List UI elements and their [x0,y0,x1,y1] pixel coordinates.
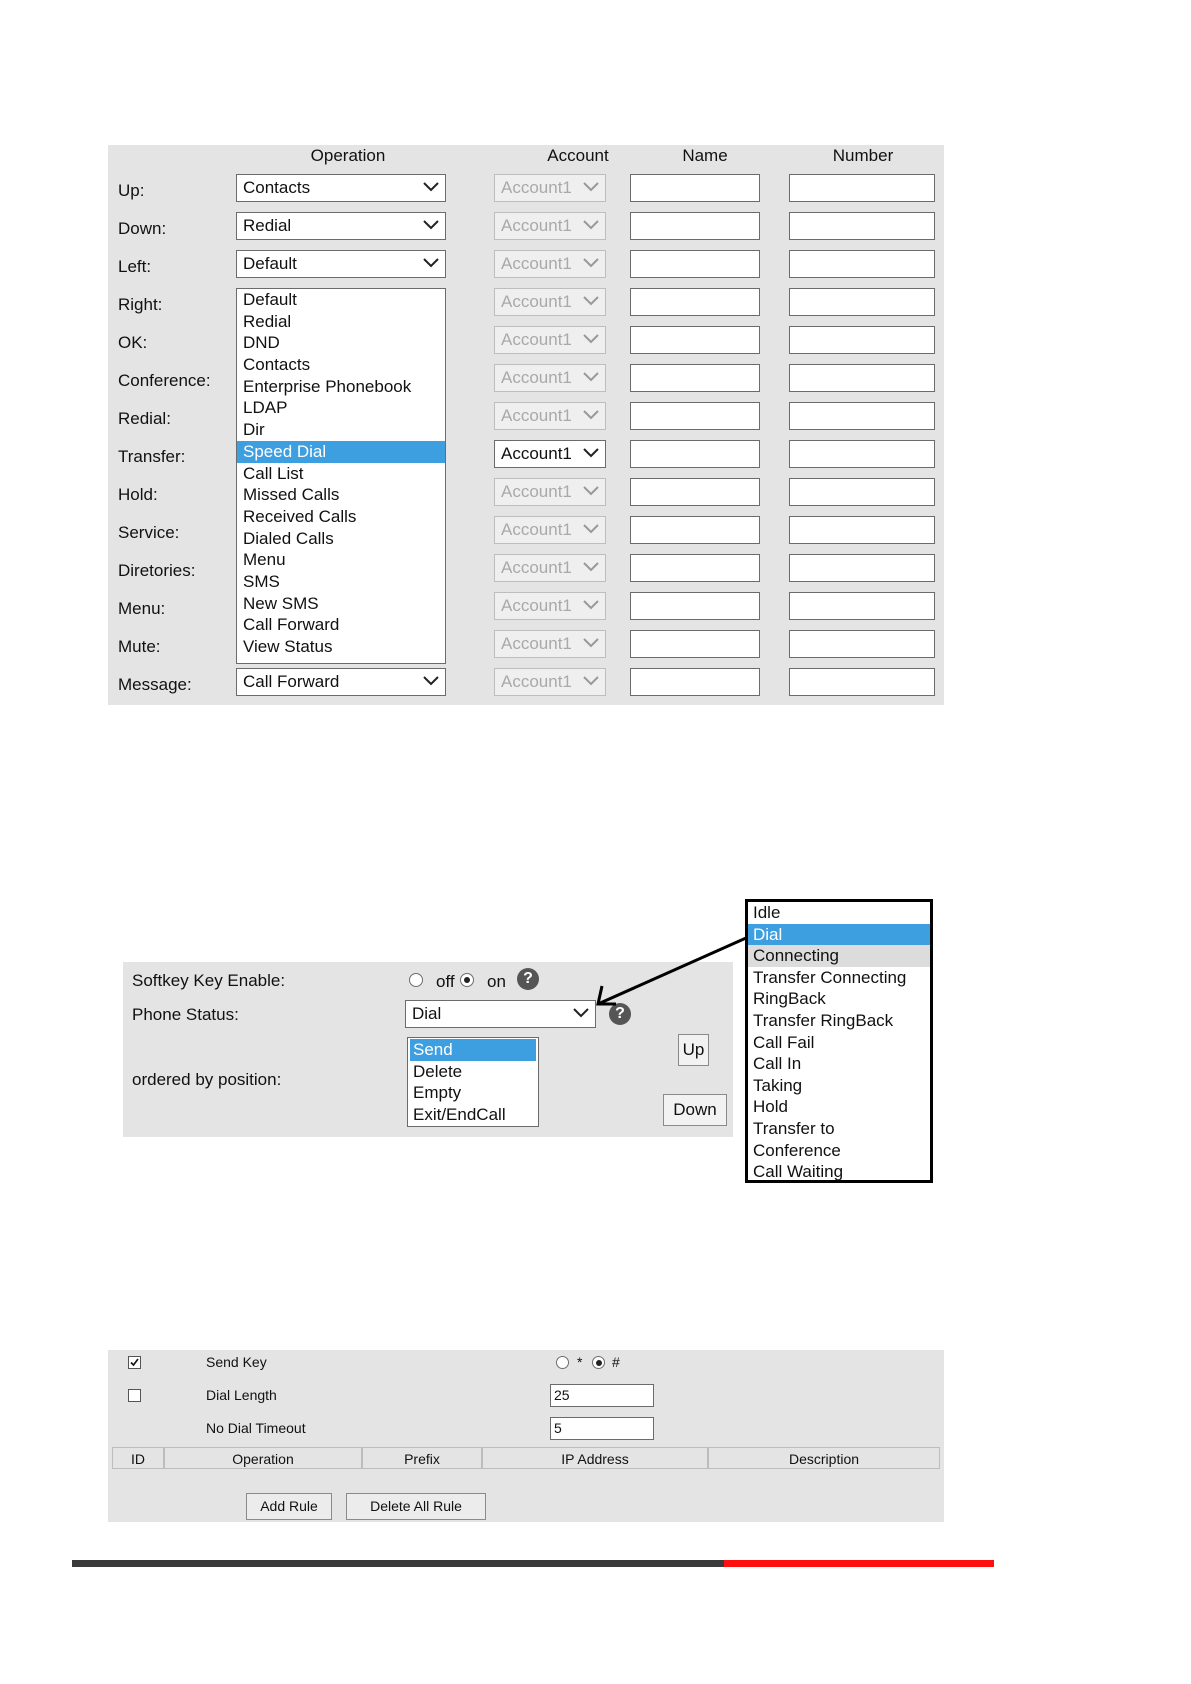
name-input[interactable] [630,402,760,430]
delete-all-rule-button[interactable]: Delete All Rule [346,1493,486,1520]
operation-option[interactable]: Enterprise Phonebook [243,376,412,396]
operation-option[interactable]: DND [243,333,280,353]
footer-bar-dark [72,1560,724,1567]
phone-status-label: Phone Status: [132,1005,239,1024]
chevron-down-icon [423,674,439,688]
operation-select-down[interactable] [236,212,446,240]
number-input[interactable] [789,478,935,506]
chevron-down-icon [573,1006,589,1020]
chevron-down-icon [583,408,599,422]
chevron-down-icon [583,294,599,308]
softkey-on-radio[interactable] [460,973,474,987]
operation-select-value: Redial [243,216,292,235]
number-input[interactable] [789,212,935,240]
name-input[interactable] [630,288,760,316]
account-select-up [494,174,606,202]
check-icon [129,1357,140,1368]
account-select-menu [494,592,606,620]
account-value: Account1 [501,444,572,463]
number-input[interactable] [789,440,935,468]
operation-option[interactable]: Dialed Calls [243,528,334,548]
account-value: Account1 [501,672,572,691]
send-key-label: Send Key [206,1354,267,1370]
account-header: Account [547,146,609,165]
row-label-conference: Conference: [118,371,211,390]
name-input[interactable] [630,326,760,354]
number-input[interactable] [789,630,935,658]
phone-status-select[interactable] [405,1000,596,1028]
name-input[interactable] [630,212,760,240]
dial-length-label: Dial Length [206,1387,277,1403]
status-option[interactable]: Taking [753,1075,803,1095]
name-input[interactable] [630,668,760,696]
softkey-enable-label: Softkey Key Enable: [132,971,286,990]
row-label-transfer: Transfer: [118,447,186,466]
up-button[interactable]: Up [678,1034,709,1066]
send-key-hash-radio[interactable] [592,1356,605,1369]
account-select-message [494,668,606,696]
status-option[interactable]: Transfer to [753,1118,835,1138]
operation-select-value: Contacts [243,178,311,197]
number-input[interactable] [789,326,935,354]
operation-option[interactable]: LDAP [243,398,288,418]
account-select-redial [494,402,606,430]
row-label-redial: Redial: [118,409,171,428]
row-label-message: Message: [118,675,192,694]
hash-label: # [612,1354,620,1370]
account-select-diretories [494,554,606,582]
star-label: * [577,1354,583,1370]
chevron-down-icon [583,560,599,574]
chevron-down-icon [423,180,439,194]
help-icon[interactable]: ? [517,968,539,990]
ordered-position-label: ordered by position: [132,1070,282,1089]
chevron-down-icon [583,674,599,688]
operation-option[interactable]: Default [243,290,297,309]
chevron-down-icon [583,218,599,232]
column-header-operation: Operation [164,1447,362,1469]
row-label-ok: OK: [118,333,148,352]
status-option[interactable]: Idle [753,903,781,922]
softkey-order-list[interactable] [407,1037,539,1127]
row-label-mute: Mute: [118,637,161,656]
operation-option[interactable]: Call Forward [243,615,340,635]
softkey-option[interactable]: Exit/EndCall [413,1104,506,1124]
operation-select-left[interactable] [236,250,446,278]
column-header-ip-address: IP Address [482,1447,708,1469]
no-dial-timeout-input[interactable]: 5 [550,1417,654,1440]
chevron-down-icon [583,256,599,270]
operation-option[interactable]: View Status [243,637,333,656]
name-input[interactable] [630,516,760,544]
phone-status-dropdown-list[interactable] [745,899,933,1183]
account-select-left [494,250,606,278]
status-option-selected[interactable]: Dial [748,924,930,946]
chevron-down-icon [583,446,599,460]
row-label-right: Right: [118,295,163,314]
account-value: Account1 [501,406,572,425]
operation-option[interactable]: Redial [243,311,292,331]
row-label-down: Down: [118,219,167,238]
account-value: Account1 [501,482,572,501]
number-input[interactable] [789,668,935,696]
softkey-option[interactable]: Empty [413,1083,462,1102]
account-select-conference [494,364,606,392]
account-value: Account1 [501,216,572,235]
name-input[interactable] [630,592,760,620]
softkey-on-label: on [487,972,506,991]
number-input[interactable] [789,174,935,202]
chevron-down-icon [583,180,599,194]
account-select-down [494,212,606,240]
chevron-down-icon [423,256,439,270]
row-label-hold: Hold: [118,485,158,504]
name-input[interactable] [630,478,760,506]
number-input[interactable] [789,288,935,316]
help-icon[interactable]: ? [609,1003,631,1025]
account-select-service [494,516,606,544]
send-key-star-radio[interactable] [556,1356,569,1369]
softkey-option-selected[interactable]: Send [410,1039,536,1061]
name-input[interactable] [630,554,760,582]
softkey-off-label: off [436,972,455,991]
account-value: Account1 [501,558,572,577]
status-option[interactable]: Call Fail [753,1032,815,1052]
footer-bar-red [724,1560,994,1567]
column-header-description: Description [708,1447,940,1469]
account-value: Account1 [501,254,572,273]
chevron-down-icon [583,522,599,536]
column-header-id: ID [112,1447,164,1469]
account-value: Account1 [501,292,572,311]
chevron-down-icon [583,636,599,650]
name-input[interactable] [630,250,760,278]
account-value: Account1 [501,368,572,387]
operation-option[interactable]: Menu [243,550,286,570]
operation-header: Operation [310,146,386,165]
operation-option[interactable]: Call List [243,463,304,483]
account-select-ok [494,326,606,354]
operation-dropdown-list[interactable] [236,288,446,664]
function-key-panel [108,145,944,705]
status-option[interactable]: Call In [753,1054,802,1074]
account-value: Account1 [501,520,572,539]
account-value: Account1 [501,330,572,349]
name-input[interactable] [630,364,760,392]
status-option[interactable]: RingBack [753,989,826,1009]
operation-option[interactable]: Dir [243,420,265,440]
operation-select-message[interactable] [236,668,446,696]
no-dial-timeout-label: No Dial Timeout [206,1420,306,1436]
name-header: Name [682,146,728,165]
name-input[interactable] [630,174,760,202]
row-label-menu: Menu: [118,599,166,618]
number-input[interactable] [789,592,935,620]
operation-option[interactable]: New SMS [243,593,319,613]
softkey-off-radio[interactable] [409,973,423,987]
operation-option[interactable]: Missed Calls [243,485,340,505]
number-input[interactable] [789,250,935,278]
operation-option[interactable]: Received Calls [243,506,357,526]
row-label-diretories: Diretories: [118,561,196,580]
dial-plan-panel [108,1350,944,1522]
chevron-down-icon [423,218,439,232]
number-input[interactable] [789,364,935,392]
row-label-left: Left: [118,257,152,276]
dial-length-input[interactable]: 25 [550,1384,654,1407]
status-option[interactable]: Transfer Connecting [753,967,907,987]
status-option[interactable]: Call Waiting [753,1162,844,1182]
account-select-hold [494,478,606,506]
down-button[interactable]: Down [663,1094,727,1126]
status-option[interactable]: Hold [753,1097,788,1117]
softkey-option[interactable]: Delete [413,1061,463,1081]
operation-select-up[interactable] [236,174,446,202]
chevron-down-icon [583,598,599,612]
account-value: Account1 [501,634,572,653]
number-header: Number [832,146,894,165]
account-select-right [494,288,606,316]
operation-option[interactable]: SMS [243,571,280,591]
phone-status-value: Dial [412,1004,442,1023]
status-option-hover[interactable]: Connecting [748,945,930,967]
operation-option[interactable]: Contacts [243,355,311,375]
name-input[interactable] [630,630,760,658]
row-label-service: Service: [118,523,180,542]
number-input[interactable] [789,402,935,430]
callout-arrow-icon [590,930,760,1010]
number-input[interactable] [789,554,935,582]
status-option[interactable]: Transfer RingBack [753,1010,894,1030]
account-value: Account1 [501,596,572,615]
account-select-mute [494,630,606,658]
name-input[interactable] [630,440,760,468]
operation-select-value: Default [243,254,297,273]
send-key-checkbox[interactable] [128,1356,141,1369]
chevron-down-icon [583,332,599,346]
status-option[interactable]: Conference [753,1140,841,1160]
column-header-prefix: Prefix [362,1447,482,1469]
row-label-up: Up: [118,181,145,200]
account-value: Account1 [501,178,572,197]
number-input[interactable] [789,516,935,544]
operation-select-value: Call Forward [243,672,340,691]
chevron-down-icon [583,484,599,498]
add-rule-button[interactable]: Add Rule [246,1493,332,1520]
account-select-transfer[interactable] [494,440,606,468]
operation-option-selected[interactable]: Speed Dial [237,441,445,463]
dial-length-checkbox[interactable] [128,1389,141,1402]
chevron-down-icon [583,370,599,384]
